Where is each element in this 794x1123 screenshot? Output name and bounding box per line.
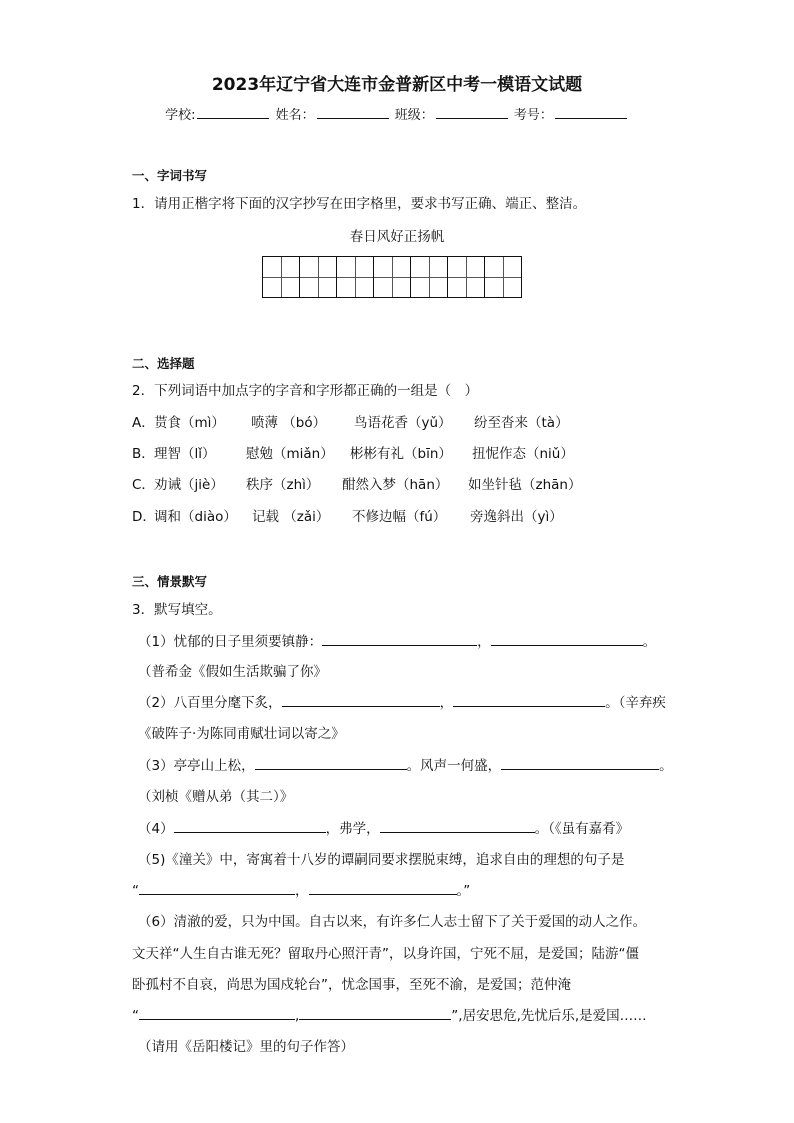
grid-cell[interactable] [336, 256, 374, 298]
option-item: 不修边幅（fú） [352, 509, 447, 525]
school-field[interactable] [197, 104, 269, 119]
exam-no-label: 考号： [513, 108, 553, 123]
question-3: 3．默写填空。 [132, 602, 222, 618]
answer-blank[interactable] [501, 755, 659, 770]
prompt-text: （4） [138, 821, 174, 837]
prompt-text: ， [439, 695, 454, 711]
answer-blank[interactable] [380, 818, 535, 833]
option-item: 贳食（mì） [154, 415, 225, 431]
option-item: 记载 （zǎi） [252, 509, 330, 525]
option-item: 如坐针毡（zhān） [468, 477, 582, 493]
answer-blank[interactable] [174, 818, 326, 833]
prompt-text: , [295, 1008, 300, 1024]
grid-cell[interactable] [299, 256, 337, 298]
prompt-text: “ [132, 883, 139, 899]
option-item: 调和（diào） [154, 509, 237, 525]
prompt-text: ”,居安思危,先忧后乐,是爱国…… [451, 1008, 647, 1024]
fill-3-source: （刘桢《赠从弟（其二）》 [138, 789, 294, 805]
prompt-text: （3）亭亭山上松， [138, 758, 255, 774]
fill-3 [138, 754, 673, 774]
answer-blank[interactable] [299, 1005, 451, 1020]
fill-4 [138, 817, 629, 837]
answer-blank[interactable] [255, 755, 407, 770]
copy-phrase: 春日风好正扬帆 [349, 229, 445, 245]
prompt-text: 。风声一何盛， [406, 758, 502, 774]
section-2-heading: 二、选择题 [132, 356, 195, 371]
fill-6-line-3: 卧孤村不自哀，尚思为国戍轮台”，忧念国事，至死不渝，是爱国；范仲淹 [132, 977, 571, 993]
fill-1-source: （普希金《假如生活欺骗了你》 [138, 664, 327, 680]
answer-blank[interactable] [139, 1005, 295, 1020]
option-a[interactable] [132, 411, 569, 431]
name-field[interactable] [317, 104, 389, 119]
grid-cell[interactable] [262, 256, 300, 298]
prompt-text: 。 [659, 758, 673, 774]
grid-cell[interactable] [373, 256, 411, 298]
name-label: 姓名： [275, 108, 315, 123]
tianzi-grid[interactable] [262, 256, 522, 298]
option-item: 鸟语花香（yǔ） [354, 415, 452, 431]
prompt-text: （2）八百里分麾下炙， [138, 695, 282, 711]
prompt-text: ， [477, 634, 491, 650]
prompt-text: ， [295, 883, 309, 899]
answer-blank[interactable] [282, 692, 440, 707]
fill-5-answer [132, 879, 470, 899]
prompt-text: 。 [642, 634, 657, 650]
question-1: 1．请用正楷字将下面的汉字抄写在田字格里，要求书写正确、端正、整洁。 [132, 196, 587, 212]
option-item: 酣然入梦（hān） [342, 477, 449, 493]
option-item: 秩序（zhì） [246, 477, 320, 493]
fill-6-line-4 [132, 1004, 647, 1024]
option-item: 扭怩作态（niǔ） [472, 446, 574, 462]
option-item: 慰勉（miǎn） [246, 446, 334, 462]
option-label: C． [132, 477, 155, 493]
answer-blank[interactable] [309, 880, 457, 895]
grid-cell[interactable] [484, 256, 522, 298]
option-item: 喷薄 （bó） [251, 415, 327, 431]
fill-5: （5)《潼关》中，寄寓着十八岁的谭嗣同要求摆脱束缚，追求自由的理想的句子是 [138, 852, 625, 868]
class-field[interactable] [436, 104, 508, 119]
option-label: D． [132, 509, 156, 525]
fill-6-line-1: （6）清澈的爱，只为中国。自古以来，有许多仁人志士留下了关于爱国的动人之作。 [138, 914, 647, 930]
option-b[interactable] [132, 442, 574, 462]
prompt-text: ，弗学， [325, 821, 380, 837]
exam-no-field[interactable] [555, 104, 627, 119]
fill-6-line-2: 文天祥“人生自古谁无死？留取丹心照汗青”，以身许国，宁死不屈，是爱国；陆游“僵 [132, 946, 639, 962]
section-1-heading: 一、字词书写 [132, 168, 208, 183]
prompt-text: 。（辛弃疾 [605, 695, 666, 711]
prompt-text: 。（《虽有嘉肴》 [534, 821, 630, 837]
option-label: A． [132, 415, 155, 431]
prompt-text: “ [132, 1008, 139, 1024]
school-label: 学校: [165, 108, 196, 123]
option-c[interactable] [132, 473, 581, 493]
student-info [0, 104, 794, 123]
section-3-heading: 三、情景默写 [132, 574, 208, 589]
fill-1 [138, 630, 656, 650]
option-item: 劝诫（jiè） [154, 477, 224, 493]
option-item: 理智（lǐ） [154, 446, 216, 462]
answer-blank[interactable] [322, 631, 477, 646]
option-item: 旁逸斜出（yì） [470, 509, 563, 525]
class-label: 班级： [394, 108, 434, 123]
answer-blank[interactable] [453, 692, 605, 707]
fill-2 [138, 691, 666, 711]
option-item: 纷至沓来（tà） [474, 415, 569, 431]
fill-6-instruction: （请用《岳阳楼记》里的句子作答） [138, 1039, 354, 1055]
answer-blank[interactable] [491, 631, 643, 646]
grid-cell[interactable] [447, 256, 485, 298]
prompt-text: （1）忧郁的日子里须要镇静： [138, 634, 323, 650]
prompt-text: 。” [456, 883, 471, 899]
question-2: 2．下列词语中加点字的字音和字形都正确的一组是（ ） [132, 383, 479, 399]
option-d[interactable] [132, 505, 563, 525]
grid-cell[interactable] [410, 256, 448, 298]
option-item: 彬彬有礼（bīn） [350, 446, 452, 462]
fill-2-source: 《破阵子·为陈同甫赋壮词以寄之》 [138, 726, 345, 742]
option-label: B． [132, 446, 155, 462]
page-title: 2023年辽宁省大连市金普新区中考一模语文试题 [211, 75, 583, 95]
answer-blank[interactable] [139, 880, 295, 895]
